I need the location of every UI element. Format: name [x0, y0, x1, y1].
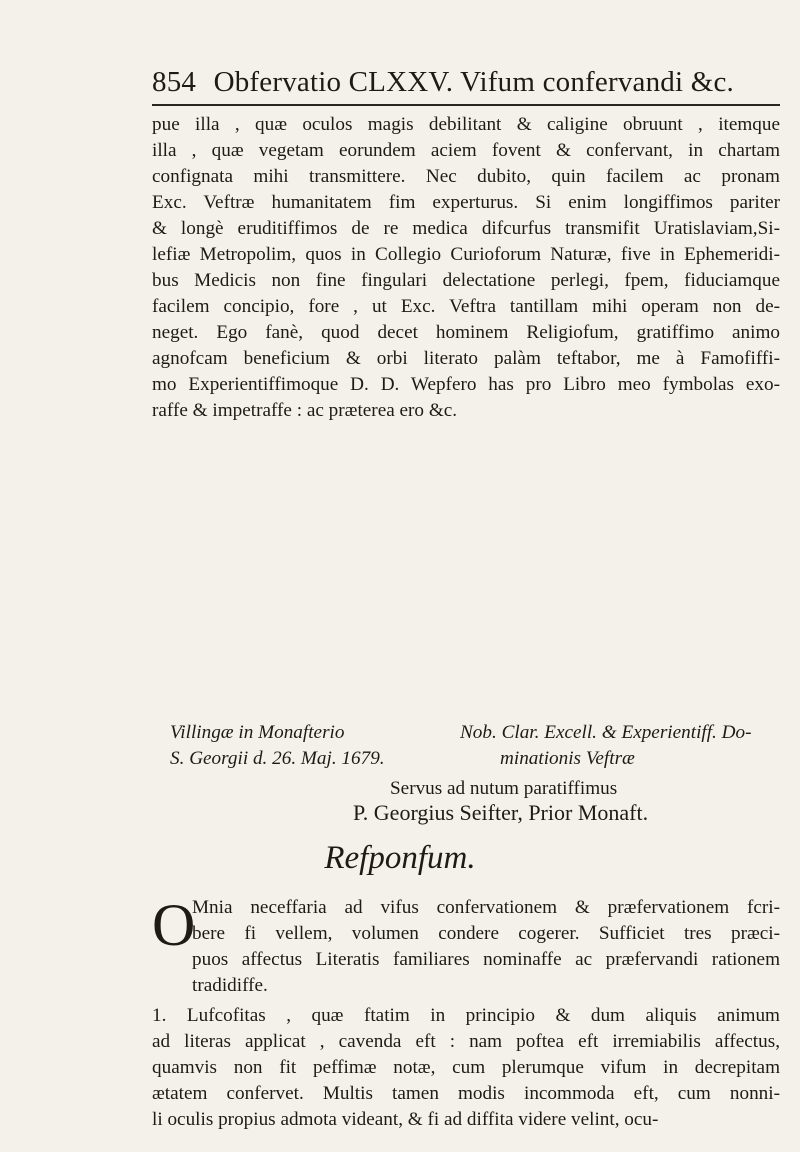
item1-line: ætatem confervet. Multis tamen modis incommoda eft, cum nonni- — [152, 1083, 780, 1104]
item1-line: 1. Lufcofitas , quæ ftatim in principio & dum aliquis animum — [152, 1005, 780, 1026]
closing-address-1: Nob. Clar. Excell. & Experientiff. Do- — [460, 722, 752, 743]
signature: P. Georgius Seifter, Prior Monaft. — [353, 800, 649, 825]
letter-line: bus Medicis non fine fingulari delectatione perlegi, fpem, fiduciamque — [152, 270, 780, 291]
intro-line: tradidiffe. — [192, 975, 268, 996]
letter-line: lefiæ Metropolim, quos in Collegio Curioforum Naturæ, five in Ephemeridi- — [152, 244, 780, 265]
closing-row-1 — [170, 720, 780, 746]
page-number: 854 — [152, 66, 197, 98]
response-title: Refponfum. — [324, 840, 476, 876]
item1-line: quamvis non fit peffimæ notæ, cum plerumque vifum in decrepitam — [152, 1057, 780, 1078]
letter-line: mo Experientiffimoque D. D. Wepfero has pro Libro meo fymbolas exo- — [152, 374, 780, 395]
item1-line: ad literas applicat , cavenda eft : nam poftea eft irremiabilis affectus, — [152, 1031, 780, 1052]
letter-line: confignata mihi transmittere. Nec dubito, quin facilem ac pronam — [152, 166, 780, 187]
item1-line: li oculis propius admota videant, & fi ad diffita videre velint, ocu- — [152, 1109, 659, 1130]
closing-address-2: minationis Veftræ — [500, 748, 635, 769]
letter-line: raffe & impetraffe : ac præterea ero &c. — [152, 400, 458, 421]
intro-line: puos affectus Literatis familiares nominaffe ac præfervandi rationem — [192, 949, 780, 970]
running-title: Obfervatio CLXXV. Vifum confervandi &c. — [213, 66, 734, 98]
closing-place-2: S. Georgii d. 26. Maj. 1679. — [170, 748, 385, 769]
closing-servus: Servus ad nutum paratiffimus — [390, 778, 618, 799]
letter-line: neget. Ego fanè, quod decet hominem Religiofum, gratiffimo animo — [152, 322, 780, 343]
letter-line: Exc. Veftræ humanitatem fim experturus. Si enim longiffimos pariter — [152, 192, 780, 213]
intro-line: bere fi vellem, volumen condere cogerer. Sufficiet tres præci- — [192, 923, 780, 944]
letter-line: agnofcam beneficium & orbi literato palàm teftabor, me à Famofiffi- — [152, 348, 780, 369]
running-header — [152, 66, 780, 99]
drop-cap: O — [152, 892, 196, 958]
letter-text — [152, 112, 780, 424]
header-rule — [152, 104, 780, 106]
closing-row-2 — [170, 746, 780, 772]
item-1-lufcofitas — [152, 1003, 780, 1133]
letter-line: pue illa , quæ oculos magis debilitant & caligine obruunt , itemque — [152, 114, 780, 135]
letter-line: facilem concipio, fore , ut Exc. Veftra tantillam mihi operam non de- — [152, 296, 780, 317]
response-intro — [192, 895, 780, 999]
letter-line: illa , quæ vegetam eorundem aciem fovent & confervant, in chartam — [152, 140, 780, 161]
closing-place-1: Villingæ in Monafterio — [170, 722, 345, 743]
letter-line: & longè eruditiffimos de re medica difcurfus transmifit Uratislaviam,Si- — [152, 218, 780, 239]
intro-line: Mnia neceffaria ad vifus confervationem & præfervationem fcri- — [192, 897, 780, 918]
